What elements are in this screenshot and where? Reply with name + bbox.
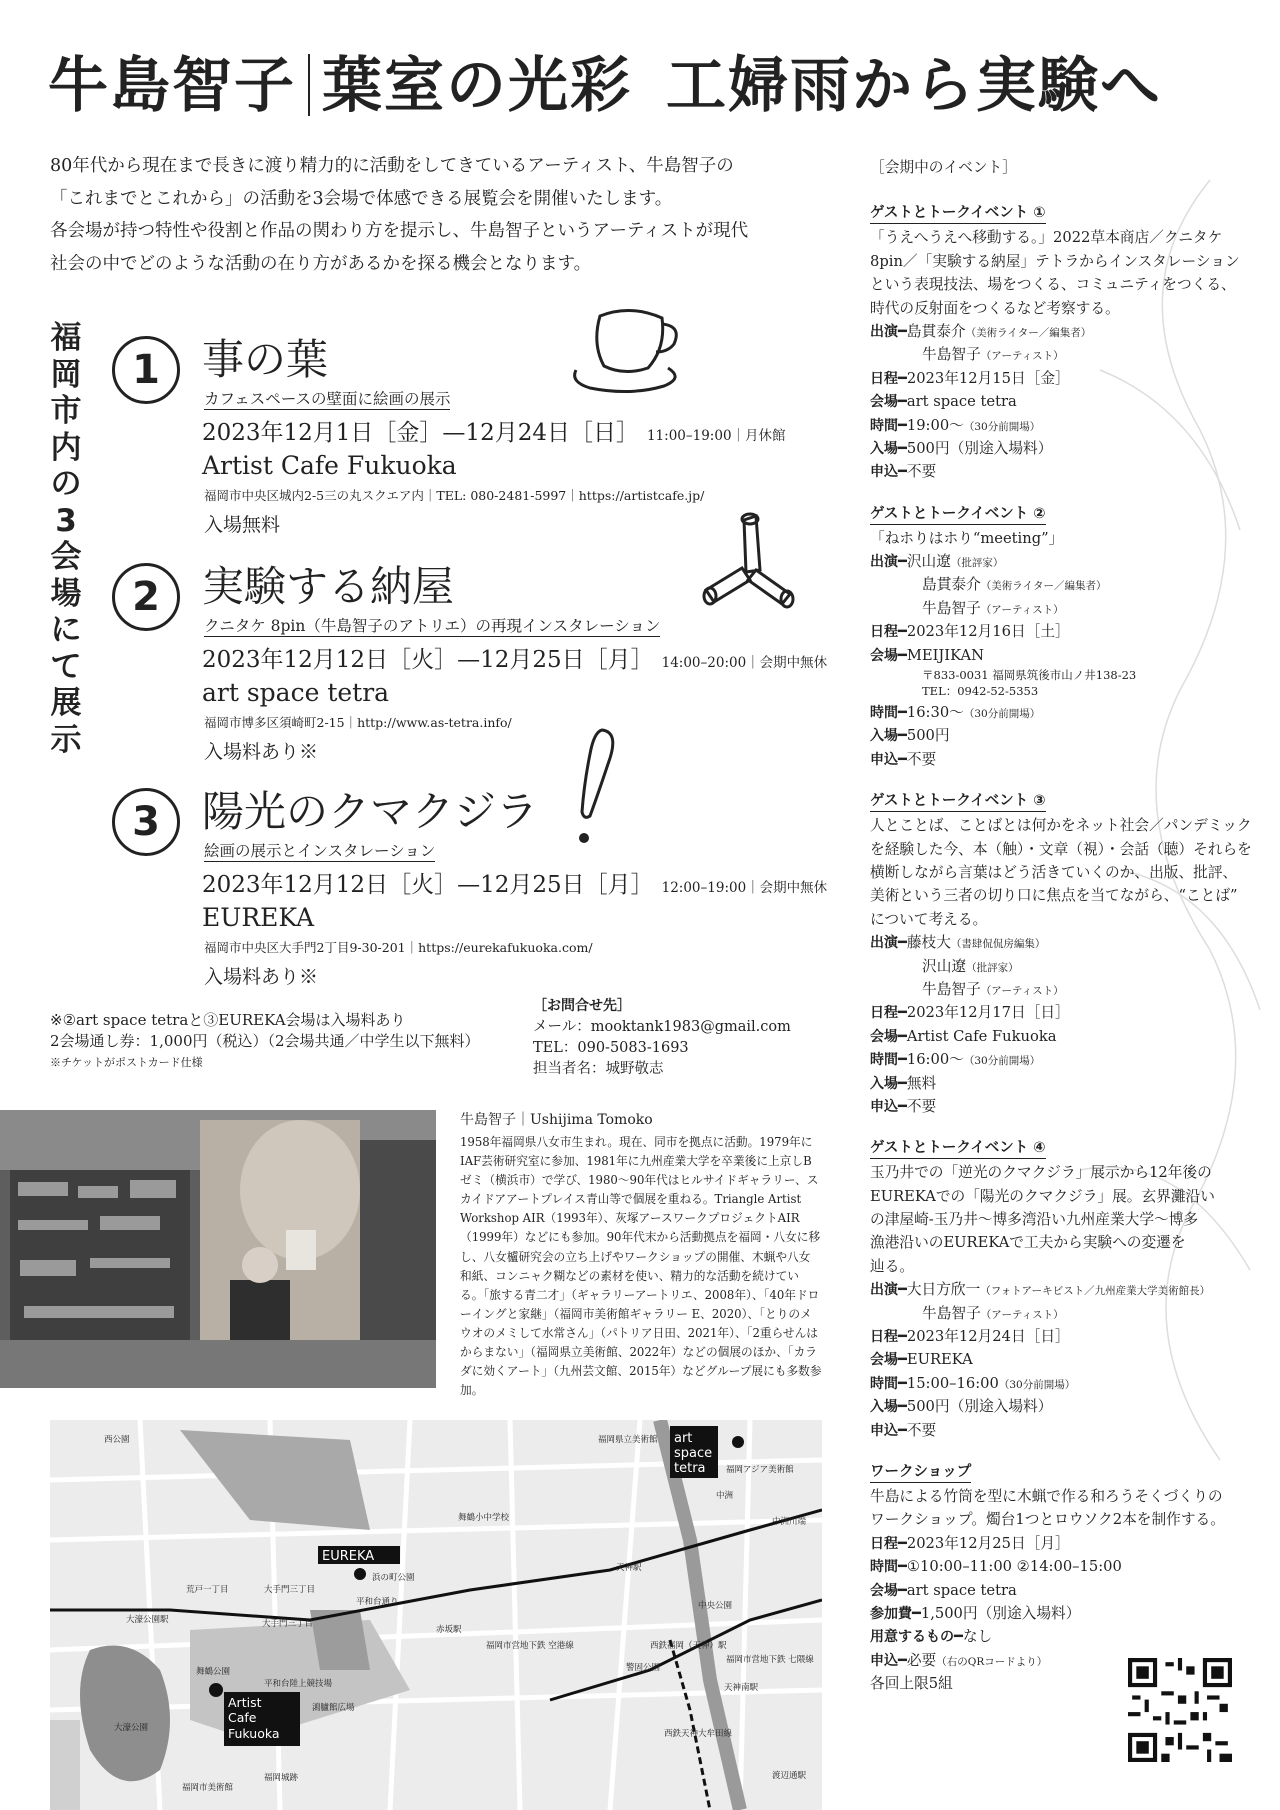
area-map: [50, 1420, 822, 1810]
events-heading: ［会期中のイベント］: [870, 159, 1017, 176]
svg-text:Artist: Artist: [228, 1695, 262, 1710]
venue-title: 実験する納屋: [202, 562, 455, 611]
svg-text:EUREKA: EUREKA: [322, 1549, 375, 1564]
svg-text:西公園: 西公園: [104, 1435, 130, 1445]
svg-text:荒戸一丁目: 荒戸一丁目: [186, 1585, 229, 1595]
event-title: ゲストとトークイベント ①: [870, 204, 1046, 224]
event-3: ゲストとトークイベント ③ 人とことば、ことばとは何かをネット社会／パンデミック を経験した今、本（触）・文章（視）・会話（聴）それらを 横断しながら言葉はどう活きていくのか、出版、批評、 美術という三者の切り口に焦点を当てながら、“ことば” について考える。 出演━藤枝大（書肆侃侃房編集） 沢山遼（批評家） 牛島智子（アーティスト） 日程━2023年12月17日［日］ 会場━Artist Cafe Fukuoka 時間━16:00〜（30分前開場） 入場━無料 申込━不要: [870, 793, 1252, 1115]
svg-text:鴻臚館広場: 鴻臚館広場: [312, 1703, 355, 1713]
svg-text:舞鶴小中学校: 舞鶴小中学校: [458, 1513, 510, 1523]
title-divider: [308, 54, 310, 116]
workshop: ワークショップ 牛島による竹筒を型に木蝋で作る和ろうそくづくりの ワークショップ。燭台1つとロウソク2本を制作する。 日程━2023年12月25日［月］ 時間━①10:00–11:00 ②14:00–15:00 会場━art space tetra 参加費━1,500円（別途入場料） 用意するもの━なし 申込━必要（右のQRコードより） 各回上限5組: [870, 1463, 1225, 1693]
svg-text:西鉄天神大牟田線: 西鉄天神大牟田線: [664, 1729, 733, 1739]
svg-text:赤坂駅: 赤坂駅: [436, 1625, 462, 1635]
svg-text:大手門三丁目: 大手門三丁目: [262, 1619, 314, 1629]
artist-bio: [460, 1110, 822, 1400]
svg-text:大濠公園駅: 大濠公園駅: [126, 1615, 169, 1625]
venue-number: 2: [112, 563, 180, 631]
svg-text:警固公園: 警固公園: [626, 1663, 661, 1673]
workshop-title: ワークショップ: [870, 1463, 971, 1483]
intro-text: 80年代から現在まで長きに渡り精力的に活動をしてきているアーティスト、牛島智子の 「これまでとこれから」の活動を3会場で体感できる展覧会を開催いたします。 各会場が持つ特性や役割と作品の関わり方を提示し、牛島智子というアーティストが現代 社会の中でどのような活動の在り方があるかを探る機会となります。: [50, 156, 749, 274]
svg-text:福岡市営地下鉄 七隈線: 福岡市営地下鉄 七隈線: [726, 1655, 814, 1665]
artist-bio-name: 牛島智子｜Ushijima Tomoko: [460, 1112, 653, 1128]
venue-subtitle: クニタケ 8pin（牛島智子のアトリエ）の再現インスタレーション: [204, 617, 661, 635]
svg-text:福岡城跡: 福岡城跡: [264, 1773, 299, 1783]
contact-tel: TEL：090-5083-1693: [533, 1040, 689, 1056]
artist-bio-text: 1958年福岡県八女市生まれ。現在、同市を拠点に活動。1979年にIAF芸術研究室に参加、1981年に九州産業大学を卒業後に上京しBゼミ（横浜市）で学び、1980〜90年代はヒルサイドギャラリー、スカイドアアートプレイス青山等で個展を重ねる。Triangle Artist Workshop AIR（1993年）、灰塚アースワークプロジェクトAIR（1999年）などにも参加。90年代末から活動拠点を福岡・八女に移し、八女櫨研究会の立ち上げやワークショップの開催、木蝋や八女和紙、コンニャク糊などの素材を使い、精力的な活動を続けている。「旅する青二才」（ギャラリーアートリエ、2008年）、「40年ドローイングと家継」（福岡市美術館ギャラリー E、2020）、「とりのメウオのメミして水常さん」（パトリア日田、2021年）、「2重らせんはからまない」（福岡県立美術館、2022年）などの個展のほか、「カラダに効くアート」（九州芸文館、2015年）などグループ展にも多数参加。: [460, 1135, 822, 1398]
svg-text:中洲川端: 中洲川端: [772, 1517, 807, 1527]
event-title: ゲストとトークイベント ③: [870, 792, 1046, 812]
qr-code[interactable]: [1128, 1658, 1232, 1762]
svg-text:福岡市美術館: 福岡市美術館: [182, 1783, 234, 1793]
page-title: [48, 44, 1162, 128]
venue-dates: 2023年12月12日［火］—12月25日［月］ 12:00–19:00｜会期中無休: [202, 872, 828, 898]
svg-text:福岡県立美術館: 福岡県立美術館: [598, 1435, 658, 1445]
venue-fee: 入場料あり※: [204, 741, 319, 763]
venue-dates: 2023年12月1日［金］—12月24日［日］ 11:00–19:00｜月休館: [202, 420, 786, 446]
venue-1: [112, 334, 832, 539]
svg-text:渡辺通駅: 渡辺通駅: [772, 1771, 807, 1781]
venue-dates: 2023年12月12日［火］—12月25日［月］ 14:00–20:00｜会期中無休: [202, 647, 828, 673]
venue-title: 事の葉: [202, 335, 329, 384]
venue-address: 福岡市中央区城内2-5三の丸スクエア内｜TEL: 080-2481-5997｜https://artistcafe.jp/: [204, 488, 705, 503]
venue-address: 福岡市博多区須崎町2-15｜http://www.as-tetra.info/: [204, 715, 512, 730]
artist-name: 牛島智子: [48, 51, 296, 121]
exhibition-subtitle: 工婦雨から実験へ: [666, 51, 1162, 121]
event-title: ゲストとトークイベント ④: [870, 1139, 1046, 1159]
vertical-title: 福 岡 市 内 の 3 会 場 に て 展 示: [50, 320, 82, 758]
venue-place: Artist Cafe Fukuoka: [202, 451, 457, 480]
exhibition-title: 葉室の光彩: [322, 51, 632, 121]
svg-text:大手門三丁目: 大手門三丁目: [264, 1585, 316, 1595]
svg-text:Fukuoka: Fukuoka: [228, 1726, 280, 1741]
artist-photo: [0, 1110, 436, 1388]
svg-text:tetra: tetra: [674, 1461, 706, 1476]
event-2: ゲストとトークイベント ② 「ねホりはホり“meeting”」 出演━沢山遼（批評家） 島貫泰介（美術ライター／編集者） 牛島智子（アーティスト） 日程━2023年12月16日［土］ 会場━MEIJIKAN 〒833-0031 福岡県筑後市山ノ井138-23 TEL：0942-52-5353 時間━16:30〜（30分前開場） 入場━500円 申込━不要: [870, 505, 1137, 768]
venue-place: EUREKA: [202, 903, 315, 932]
svg-text:西鉄福岡（天神）駅: 西鉄福岡（天神）駅: [650, 1641, 727, 1651]
svg-text:中洲: 中洲: [716, 1491, 734, 1501]
venue-3: [112, 786, 832, 991]
venue-number: 1: [112, 336, 180, 404]
contact-info: ［お問合せ先］ メール：mooktank1983@gmail.com TEL：090-5083-1693 担当者名：城野敬志: [533, 996, 791, 1080]
venue-number: 3: [112, 788, 180, 856]
svg-text:space: space: [674, 1446, 713, 1461]
svg-text:浜の町公園: 浜の町公園: [372, 1573, 415, 1583]
svg-text:天神南駅: 天神南駅: [724, 1683, 759, 1693]
contact-email: メール：mooktank1983@gmail.com: [533, 1019, 791, 1035]
event-4: ゲストとトークイベント ④ 玉乃井での「逆光のクマクジラ」展示から12年後の EUREKAでの「陽光のクマクジラ」展。玄界灘沿い の津屋崎-玉乃井〜博多湾沿い九州産業大学〜博多 漁港沿いのEUREKAで工夫から実験への変遷を 辿る。 出演━大日方欣一（フォトアーキビスト／九州産業大学美術館長） 牛島智子（アーティスト） 日程━2023年12月24日［日］ 会場━EUREKA 時間━15:00–16:00（30分前開場） 入場━500円（別途入場料） 申込━不要: [870, 1140, 1215, 1439]
svg-text:中央公園: 中央公園: [698, 1601, 733, 1611]
svg-text:福岡市営地下鉄 空港線: 福岡市営地下鉄 空港線: [486, 1641, 574, 1651]
venue-2: [112, 561, 832, 766]
venue-address: 福岡市中央区大手門2丁目9-30-201｜https://eurekafukuoka.com/: [204, 940, 593, 955]
venue-subtitle: カフェスペースの壁面に絵画の展示: [204, 390, 451, 408]
event-1: ゲストとトークイベント ① 「うえへうえへ移動する。」2022草本商店／クニタケ 8pin／「実験する納屋」テトラからインスタレーション という表現技法、場をつくる、コミュニティをつくる、 時代の反射面をつくるなど考察する。 出演━島貫泰介（美術ライター／編集者） 牛島智子（アーティスト） 日程━2023年12月15日［金］ 会場━art space tetra 時間━19:00〜（30分前開場） 入場━500円（別途入場料） 申込━不要: [870, 205, 1240, 481]
svg-text:舞鶴公園: 舞鶴公園: [196, 1667, 231, 1677]
ticket-notes: ※②art space tetraと③EUREKA会場は入場料あり 2会場通し券：1,000円（税込）（2会場共通／中学生以下無料） ※チケットがポストカード仕様: [50, 1011, 480, 1069]
svg-text:福岡アジア美術館: 福岡アジア美術館: [726, 1465, 794, 1475]
events-column: [870, 156, 1250, 1713]
venue-title: 陽光のクマクジラ: [202, 787, 539, 836]
event-title: ゲストとトークイベント ②: [870, 505, 1046, 525]
svg-text:平和台陸上競技場: 平和台陸上競技場: [264, 1679, 333, 1689]
svg-text:天神駅: 天神駅: [616, 1563, 642, 1573]
contact-person: 担当者名：城野敬志: [533, 1061, 664, 1077]
venue-subtitle: 絵画の展示とインスタレーション: [204, 842, 436, 860]
svg-text:art: art: [674, 1431, 693, 1446]
svg-text:Cafe: Cafe: [228, 1710, 257, 1725]
svg-text:大濠公園: 大濠公園: [114, 1723, 149, 1733]
svg-text:平和台通り: 平和台通り: [356, 1597, 399, 1607]
venue-place: art space tetra: [202, 678, 390, 707]
venue-fee: 入場無料: [204, 514, 281, 536]
venue-fee: 入場料あり※: [204, 966, 319, 988]
